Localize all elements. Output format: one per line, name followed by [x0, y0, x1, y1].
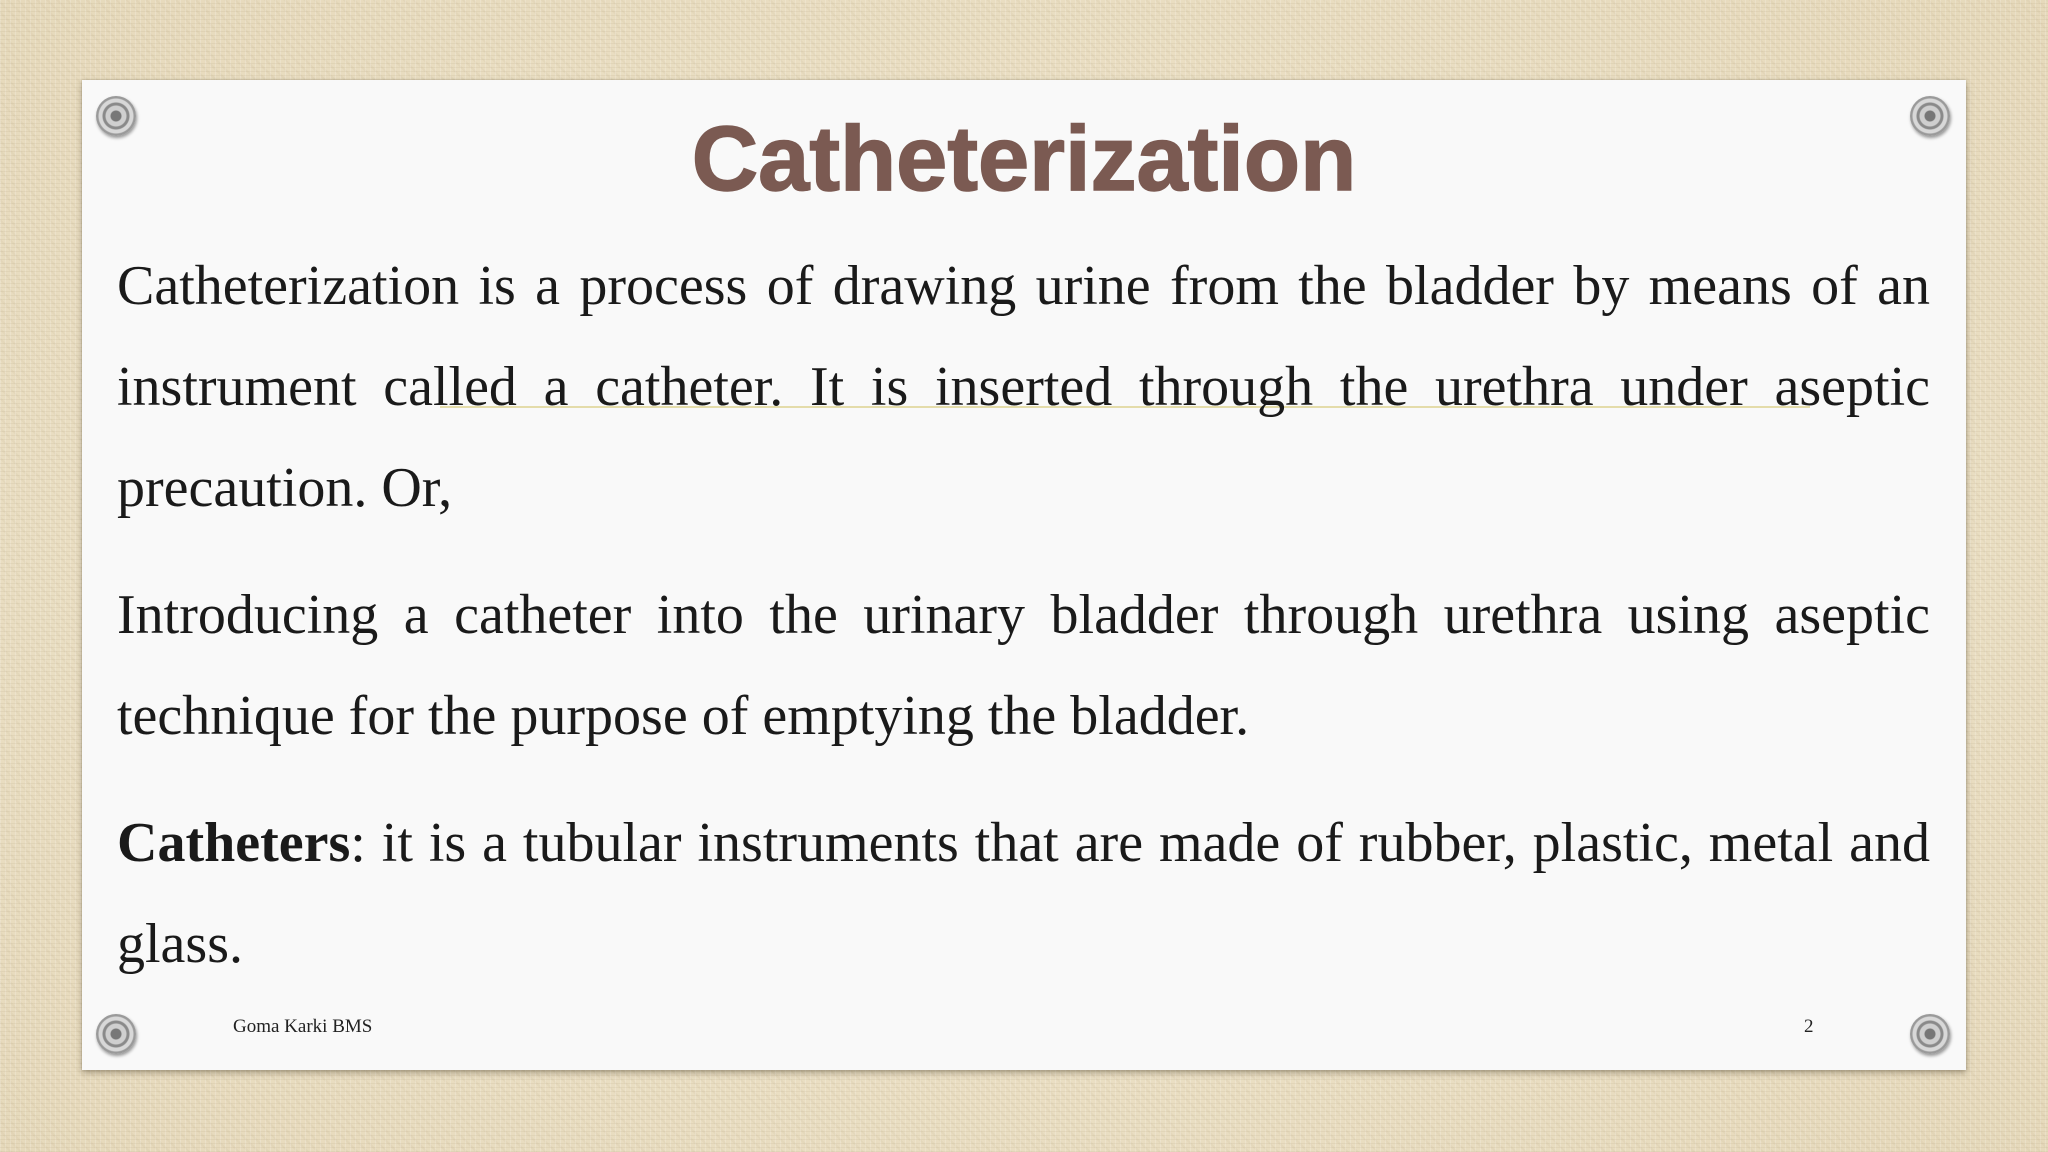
slide-title: Catheterization [691, 108, 1357, 210]
definition-paragraph: Catheterization is a process of drawing urine from the bladder by means of an instrument called a catheter. It is inserted through the urethra under aseptic precaution. Or, [117, 255, 1930, 519]
catheters-paragraph [117, 793, 1930, 995]
slide-body [117, 236, 1930, 995]
catheters-description: : it is a tubular instruments that are made of rubber, plastic, metal and glass. [117, 812, 1930, 975]
catheters-term: Catheters [117, 812, 351, 874]
footer-author: Goma Karki BMS [233, 1016, 373, 1037]
footer-page-number: 2 [1804, 1016, 1814, 1037]
alternate-definition-paragraph: Introducing a catheter into the urinary bladder through urethra using aseptic technique for the purpose of emptying the bladder. [117, 584, 1930, 747]
rivet-bottom-right-icon [1910, 1014, 1950, 1054]
rivet-bottom-left-icon [96, 1014, 136, 1054]
